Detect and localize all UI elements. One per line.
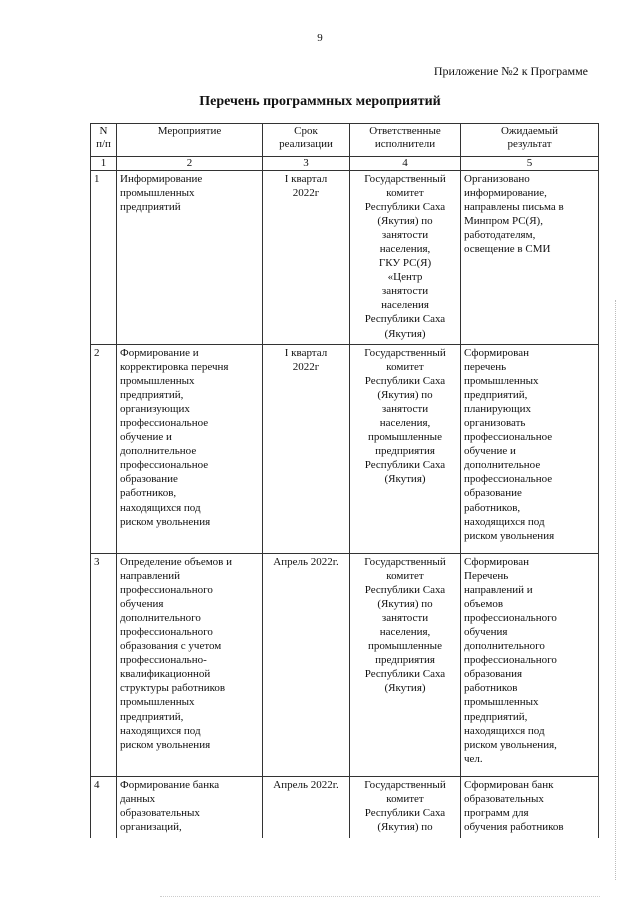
scan-edge-line: [615, 300, 616, 880]
row-number: 2: [91, 344, 117, 553]
table-row: [91, 776, 599, 838]
result-cell: Сформирован Перечень направлений и объемов профессионального обучения дополнительного профессионального образования работников промышленных предприятий, находящихся под риском увольнения, чел.: [461, 553, 599, 776]
responsible-cell: Государственный комитет Республики Саха (Якутия) по занятости населения, промышленные предприятия Республики Саха (Якутия): [350, 344, 461, 553]
column-number: 3: [263, 157, 350, 171]
row-number: 1: [91, 170, 117, 344]
responsible-cell: Государственный комитет Республики Саха (Якутия) по занятости населения, ГКУ РС(Я) «Центр занятости населения Республики Саха (Якутия): [350, 170, 461, 344]
responsible-cell: Государственный комитет Республики Саха (Якутия) по: [350, 776, 461, 838]
activity-cell: Определение объемов и направлений профессионального обучения дополнительного профессионального образования с учетом профессионально- квалификационной структуры работников промышленных предприятий, находящихся под риском увольнения: [117, 553, 263, 776]
result-cell: Сформирован банк образовательных программ для обучения работников: [461, 776, 599, 838]
term-cell: I квартал 2022г: [263, 170, 350, 344]
term-cell: I квартал 2022г: [263, 344, 350, 553]
table-row: [91, 170, 599, 344]
row-number: 3: [91, 553, 117, 776]
result-cell: Организовано информирование, направлены письма в Минпром РС(Я), работодателям, освещение в СМИ: [461, 170, 599, 344]
result-cell: Сформирован перечень промышленных предприятий, планирующих организовать профессиональное обучение и дополнительное профессиональное образование работников, находящихся под риском увольнения: [461, 344, 599, 553]
table-row: [91, 553, 599, 776]
column-number-row: [91, 157, 599, 171]
responsible-cell: Государственный комитет Республики Саха (Якутия) по занятости населения, промышленные предприятия Республики Саха (Якутия): [350, 553, 461, 776]
activity-cell: Формирование и корректировка перечня промышленных предприятий, организующих профессиональное обучение и дополнительное профессиональное образование работников, находящихся под риском увольнения: [117, 344, 263, 553]
header-row: [91, 124, 599, 157]
column-number: 4: [350, 157, 461, 171]
column-number: 2: [117, 157, 263, 171]
measures-table: [90, 123, 599, 838]
column-number: 5: [461, 157, 599, 171]
document-title: Перечень программных мероприятий: [199, 94, 441, 109]
header-term: Срок реализации: [263, 124, 350, 157]
activity-cell: Информирование промышленных предприятий: [117, 170, 263, 344]
header-responsible: Ответственные исполнители: [350, 124, 461, 157]
page-number: 9: [317, 32, 323, 44]
scan-bottom-line: [160, 896, 600, 897]
term-cell: Апрель 2022г.: [263, 553, 350, 776]
activity-cell: Формирование банка данных образовательных организаций,: [117, 776, 263, 838]
header-number: N п/п: [91, 124, 117, 157]
table-row: [91, 344, 599, 553]
column-number: 1: [91, 157, 117, 171]
term-cell: Апрель 2022г.: [263, 776, 350, 838]
row-number: 4: [91, 776, 117, 838]
appendix-label: Приложение №2 к Программе: [433, 64, 588, 78]
header-activity: Мероприятие: [117, 124, 263, 157]
header-result: Ожидаемый результат: [461, 124, 599, 157]
